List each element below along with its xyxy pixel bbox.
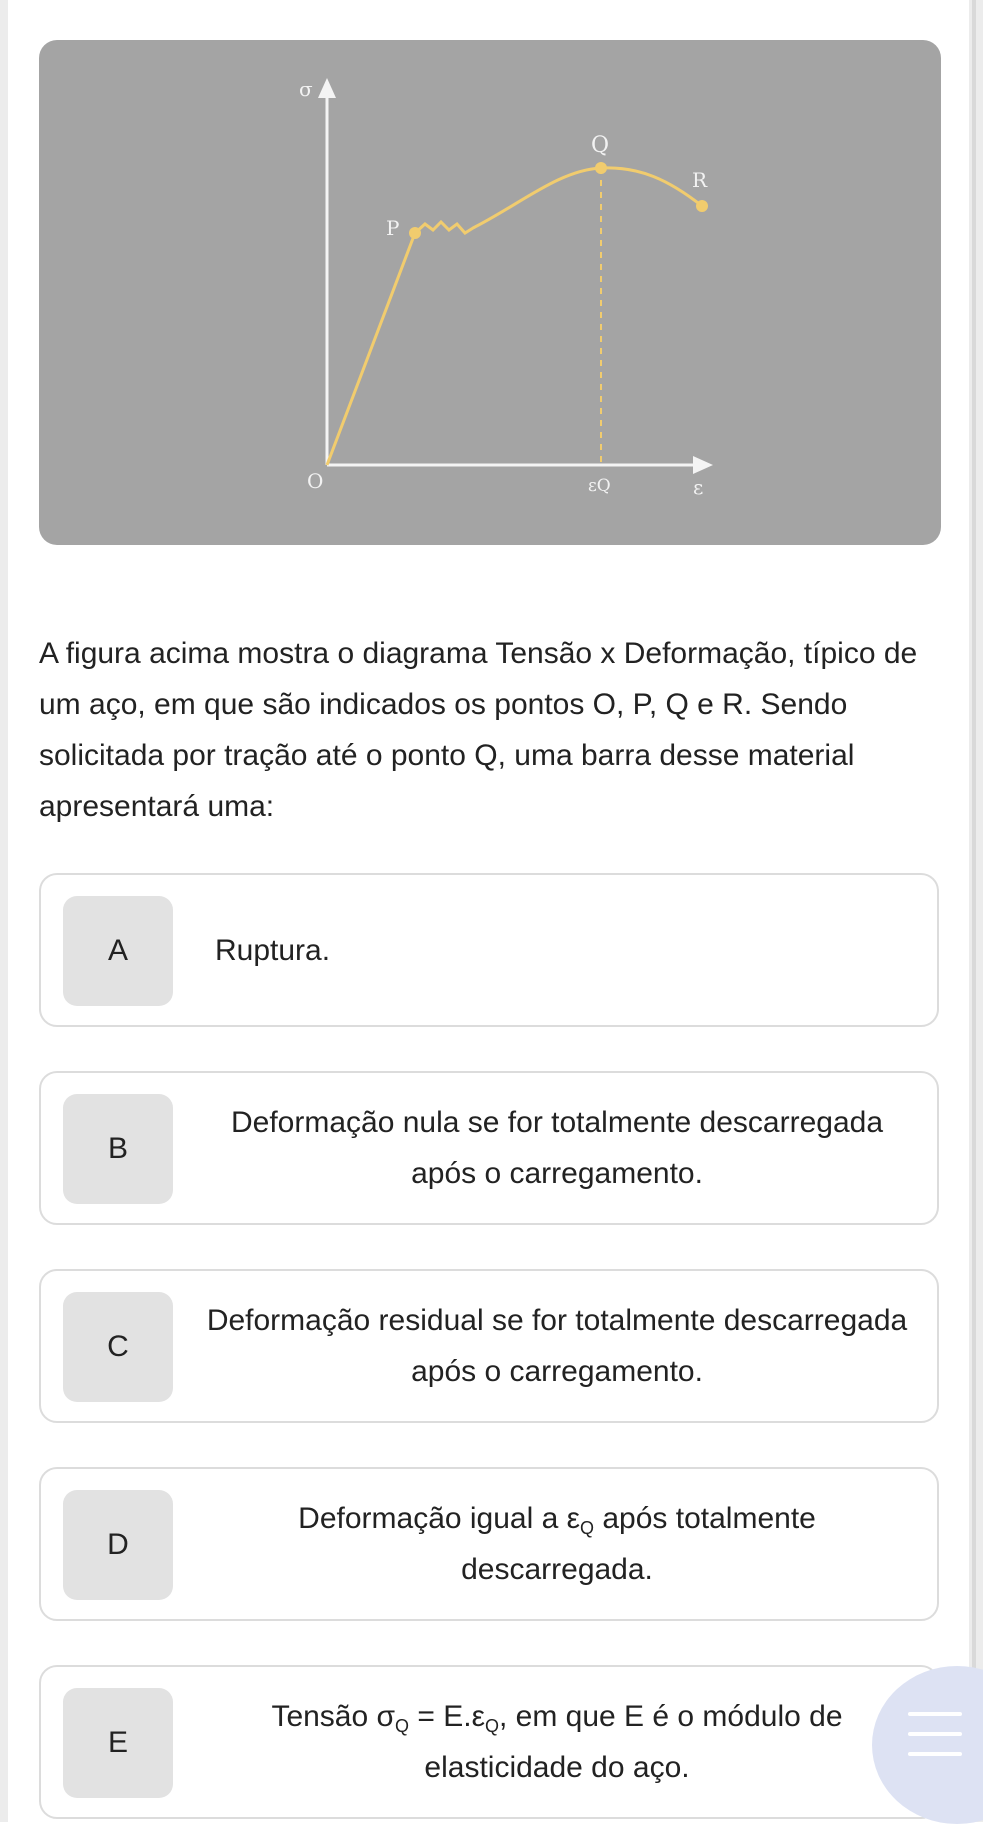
stress-strain-svg <box>39 40 941 545</box>
option-letter: A <box>63 896 173 1006</box>
page-left-edge <box>0 0 8 1822</box>
option-text <box>201 1493 913 1595</box>
option-text-part: Deformação igual a ε <box>298 1502 581 1535</box>
option-text-part: = E.ε <box>409 1700 485 1733</box>
option-text: Deformação nula se for totalmente descarregada após o carregamento. <box>230 1106 884 1190</box>
option-subscript: Q <box>580 1518 595 1538</box>
option-text-wrap <box>201 1073 913 1223</box>
option-text: Ruptura. <box>215 933 331 967</box>
sigma-axis-label: σ <box>299 77 313 101</box>
point-r-marker <box>696 200 708 212</box>
option-b[interactable] <box>39 1071 939 1225</box>
option-d[interactable] <box>39 1467 939 1621</box>
option-text <box>201 1691 913 1793</box>
option-letter: D <box>63 1490 173 1600</box>
option-text-wrap <box>215 875 913 1025</box>
option-text-wrap <box>201 1271 913 1421</box>
r-label: R <box>692 168 708 192</box>
option-text: Deformação residual se for totalmente descarregada após o carregamento. <box>206 1304 908 1388</box>
y-axis-arrow <box>318 78 336 98</box>
point-p-marker <box>409 227 421 239</box>
option-text-wrap <box>201 1667 913 1817</box>
option-letter: C <box>63 1292 173 1402</box>
q-label: Q <box>591 133 610 158</box>
option-letter: E <box>63 1688 173 1798</box>
option-text-part: , em que E é o módulo de elasticidade do aço. <box>424 1700 843 1784</box>
origin-label: O <box>307 469 324 493</box>
hamburger-menu-icon <box>908 1712 962 1772</box>
stress-strain-diagram <box>39 40 941 545</box>
question-text: A figura acima mostra o diagrama Tensão x Deformação, típico de um aço, em que são indicados os pontos O, P, Q e R. Sendo solicitada por tração até o ponto Q, uma barra desse material apresentará uma: <box>39 637 918 823</box>
scrollbar-thumb[interactable] <box>972 0 976 1822</box>
option-text-part: Tensão σ <box>271 1700 396 1733</box>
option-a[interactable] <box>39 873 939 1027</box>
option-text-wrap <box>201 1469 913 1619</box>
option-subscript: Q <box>395 1716 410 1736</box>
option-c[interactable] <box>39 1269 939 1423</box>
option-subscript: Q <box>484 1716 499 1736</box>
x-axis-arrow <box>693 456 713 474</box>
eps-q-label: εQ <box>588 476 611 496</box>
option-text-part: após totalmente descarregada. <box>461 1502 816 1586</box>
p-label: P <box>386 216 400 240</box>
option-e[interactable] <box>39 1665 939 1819</box>
stress-strain-curve <box>327 168 702 465</box>
point-q-marker <box>595 162 607 174</box>
option-letter: B <box>63 1094 173 1204</box>
epsilon-axis-label: ε <box>693 475 704 499</box>
